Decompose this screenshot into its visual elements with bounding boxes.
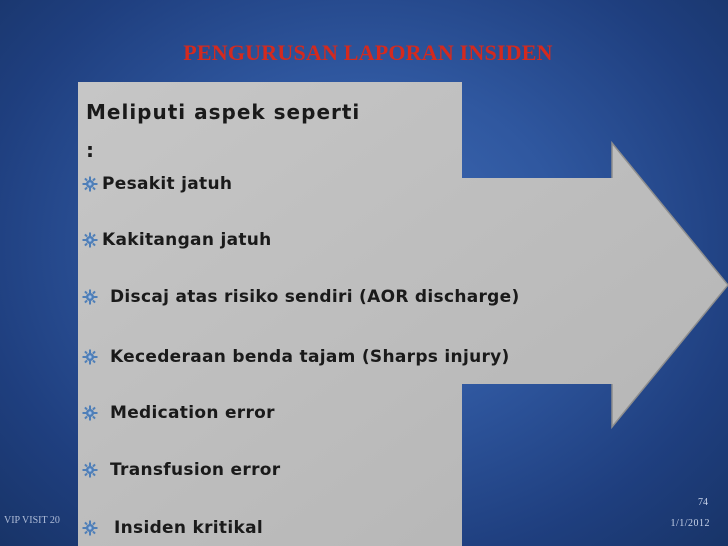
gear-bullet-icon	[82, 520, 98, 536]
list-item	[82, 174, 232, 194]
slide-heading-colon: :	[86, 138, 94, 162]
footer-text: VIP VISIT 20	[4, 515, 60, 526]
list-item	[82, 287, 520, 307]
list-item	[82, 230, 272, 250]
list-item-label: Medication error	[110, 403, 275, 423]
list-item-label: Kecederaan benda tajam (Sharps injury)	[110, 347, 510, 367]
gear-bullet-icon	[82, 462, 98, 478]
gear-bullet-icon	[82, 232, 98, 248]
list-item	[82, 518, 263, 538]
list-item-label: Discaj atas risiko sendiri (AOR discharge)	[110, 287, 520, 307]
list-item	[82, 347, 510, 367]
list-item-label: Pesakit jatuh	[102, 174, 233, 194]
gear-bullet-icon	[82, 349, 98, 365]
slide-title: PENGURUSAN LAPORAN INSIDEN	[183, 40, 553, 65]
list-item-label: Transfusion error	[110, 460, 281, 480]
slide-date: 1/1/2012	[670, 518, 710, 529]
list-item-label: Insiden kritikal	[114, 518, 263, 538]
gear-bullet-icon	[82, 289, 98, 305]
list-item-label: Kakitangan jatuh	[102, 230, 272, 250]
gear-bullet-icon	[82, 176, 98, 192]
gear-bullet-icon	[82, 405, 98, 421]
slide-number: 74	[698, 497, 708, 508]
slide-heading: Meliputi aspek seperti	[86, 100, 361, 124]
list-item	[82, 460, 280, 480]
list-item	[82, 403, 275, 423]
